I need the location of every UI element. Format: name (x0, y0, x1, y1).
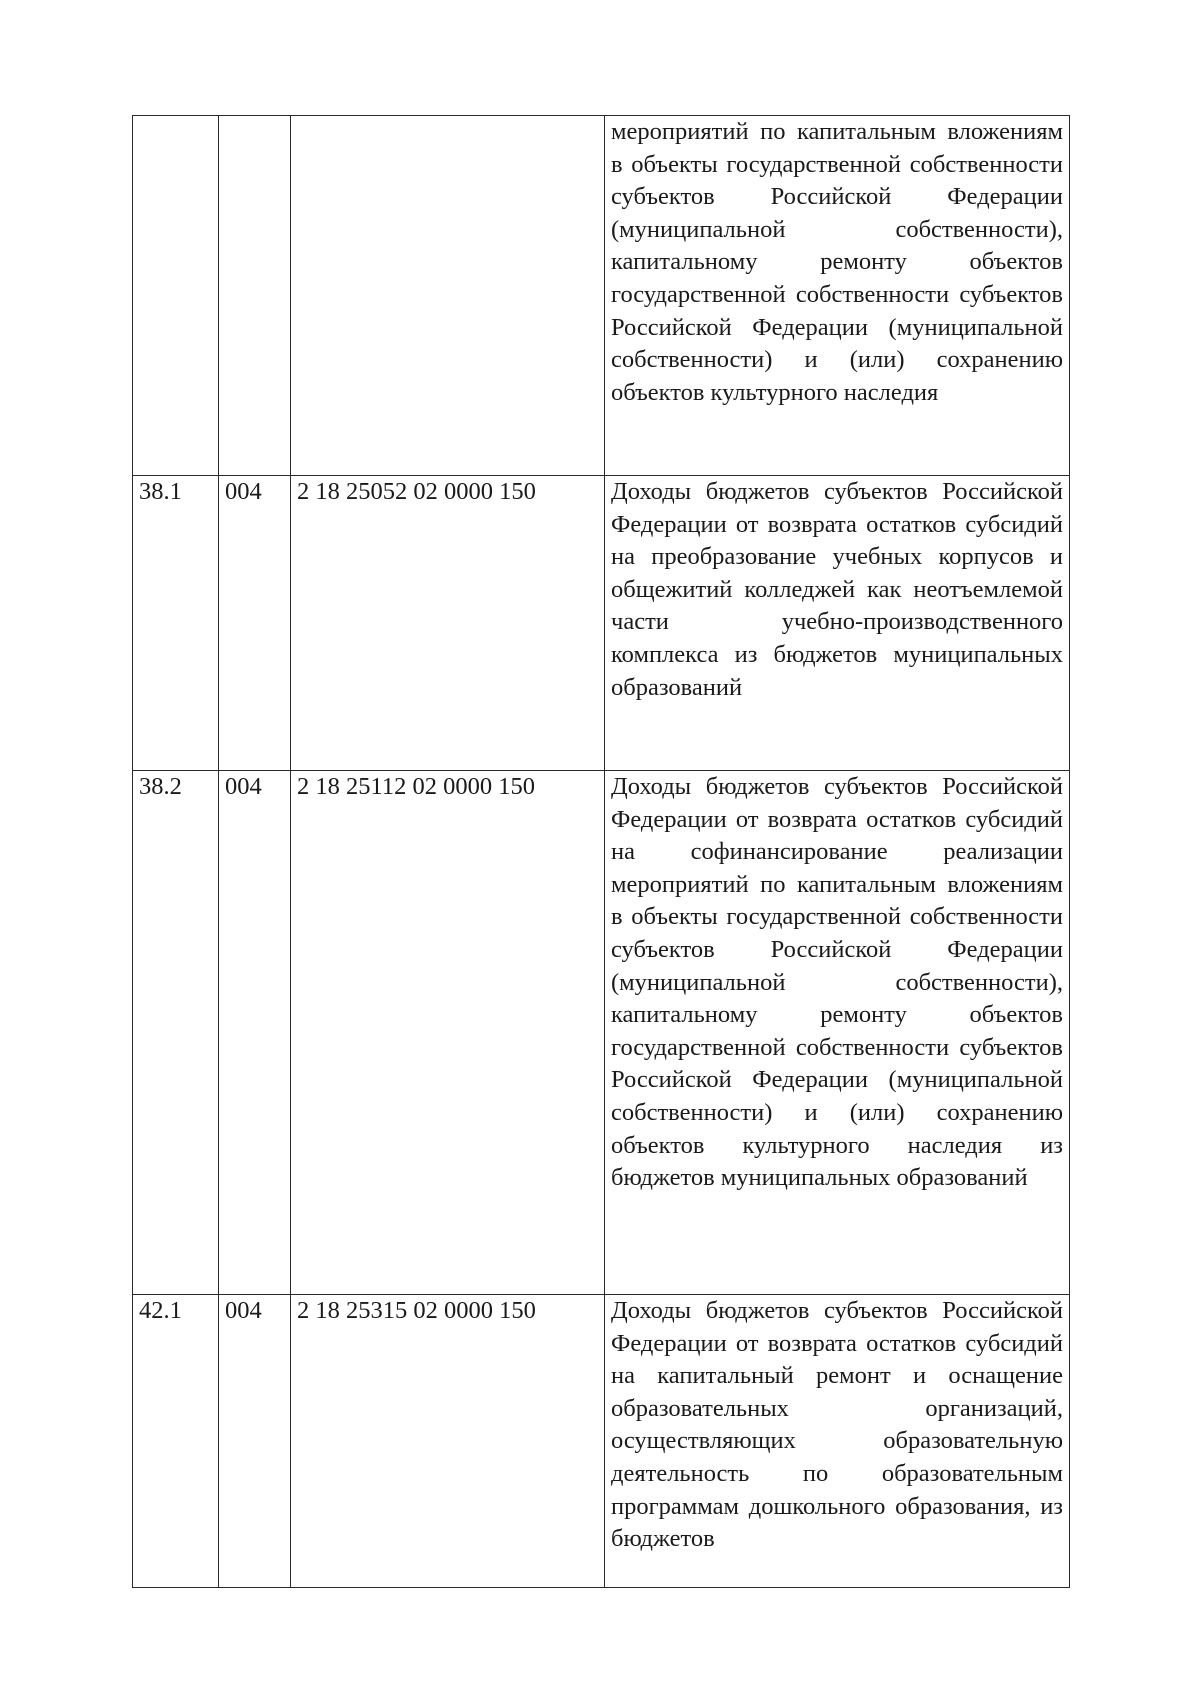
admin-code-cell: 004 (219, 1295, 291, 1588)
budget-code-cell: 2 18 25052 02 0000 150 (291, 476, 605, 771)
admin-code-cell: 004 (219, 476, 291, 771)
budget-code-cell (291, 116, 605, 476)
table-row (133, 1295, 1070, 1588)
budget-codes-table (132, 115, 1070, 1588)
budget-code-cell: 2 18 25315 02 0000 150 (291, 1295, 605, 1588)
row-number-cell (133, 116, 219, 476)
row-number-cell: 38.2 (133, 771, 219, 1295)
description-cell: Доходы бюджетов субъектов Российской Федерации от возврата остатков субсидий на преобразование учебных корпусов и общежитий колледжей как неотъемлемой части учебно-производственного комплекса из бюджетов муниципальных образований (605, 476, 1070, 771)
description-cell: мероприятий по капитальным вложениям в объекты государственной собственности субъектов Российской Федерации (муниципальной собственности), капитальному ремонту объектов государственной собственности субъектов Российской Федерации (муниципальной собственности) и (или) сохранению объектов культурного наследия (605, 116, 1070, 476)
table-row (133, 771, 1070, 1295)
row-number-cell: 42.1 (133, 1295, 219, 1588)
budget-code-cell: 2 18 25112 02 0000 150 (291, 771, 605, 1295)
table-row (133, 476, 1070, 771)
row-number-cell: 38.1 (133, 476, 219, 771)
description-cell: Доходы бюджетов субъектов Российской Федерации от возврата остатков субсидий на капитальный ремонт и оснащение образовательных организаций, осуществляющих образовательную деятельность по образовательным программам дошкольного образования, из бюджетов (605, 1295, 1070, 1588)
admin-code-cell (219, 116, 291, 476)
admin-code-cell: 004 (219, 771, 291, 1295)
description-cell: Доходы бюджетов субъектов Российской Федерации от возврата остатков субсидий на софинансирование реализации мероприятий по капитальным вложениям в объекты государственной собственности субъектов Российской Федерации (муниципальной собственности), капитальному ремонту объектов государственной собственности субъектов Российской Федерации (муниципальной собственности) и (или) сохранению объектов культурного наследия из бюджетов муниципальных образований (605, 771, 1070, 1295)
table-row (133, 116, 1070, 476)
